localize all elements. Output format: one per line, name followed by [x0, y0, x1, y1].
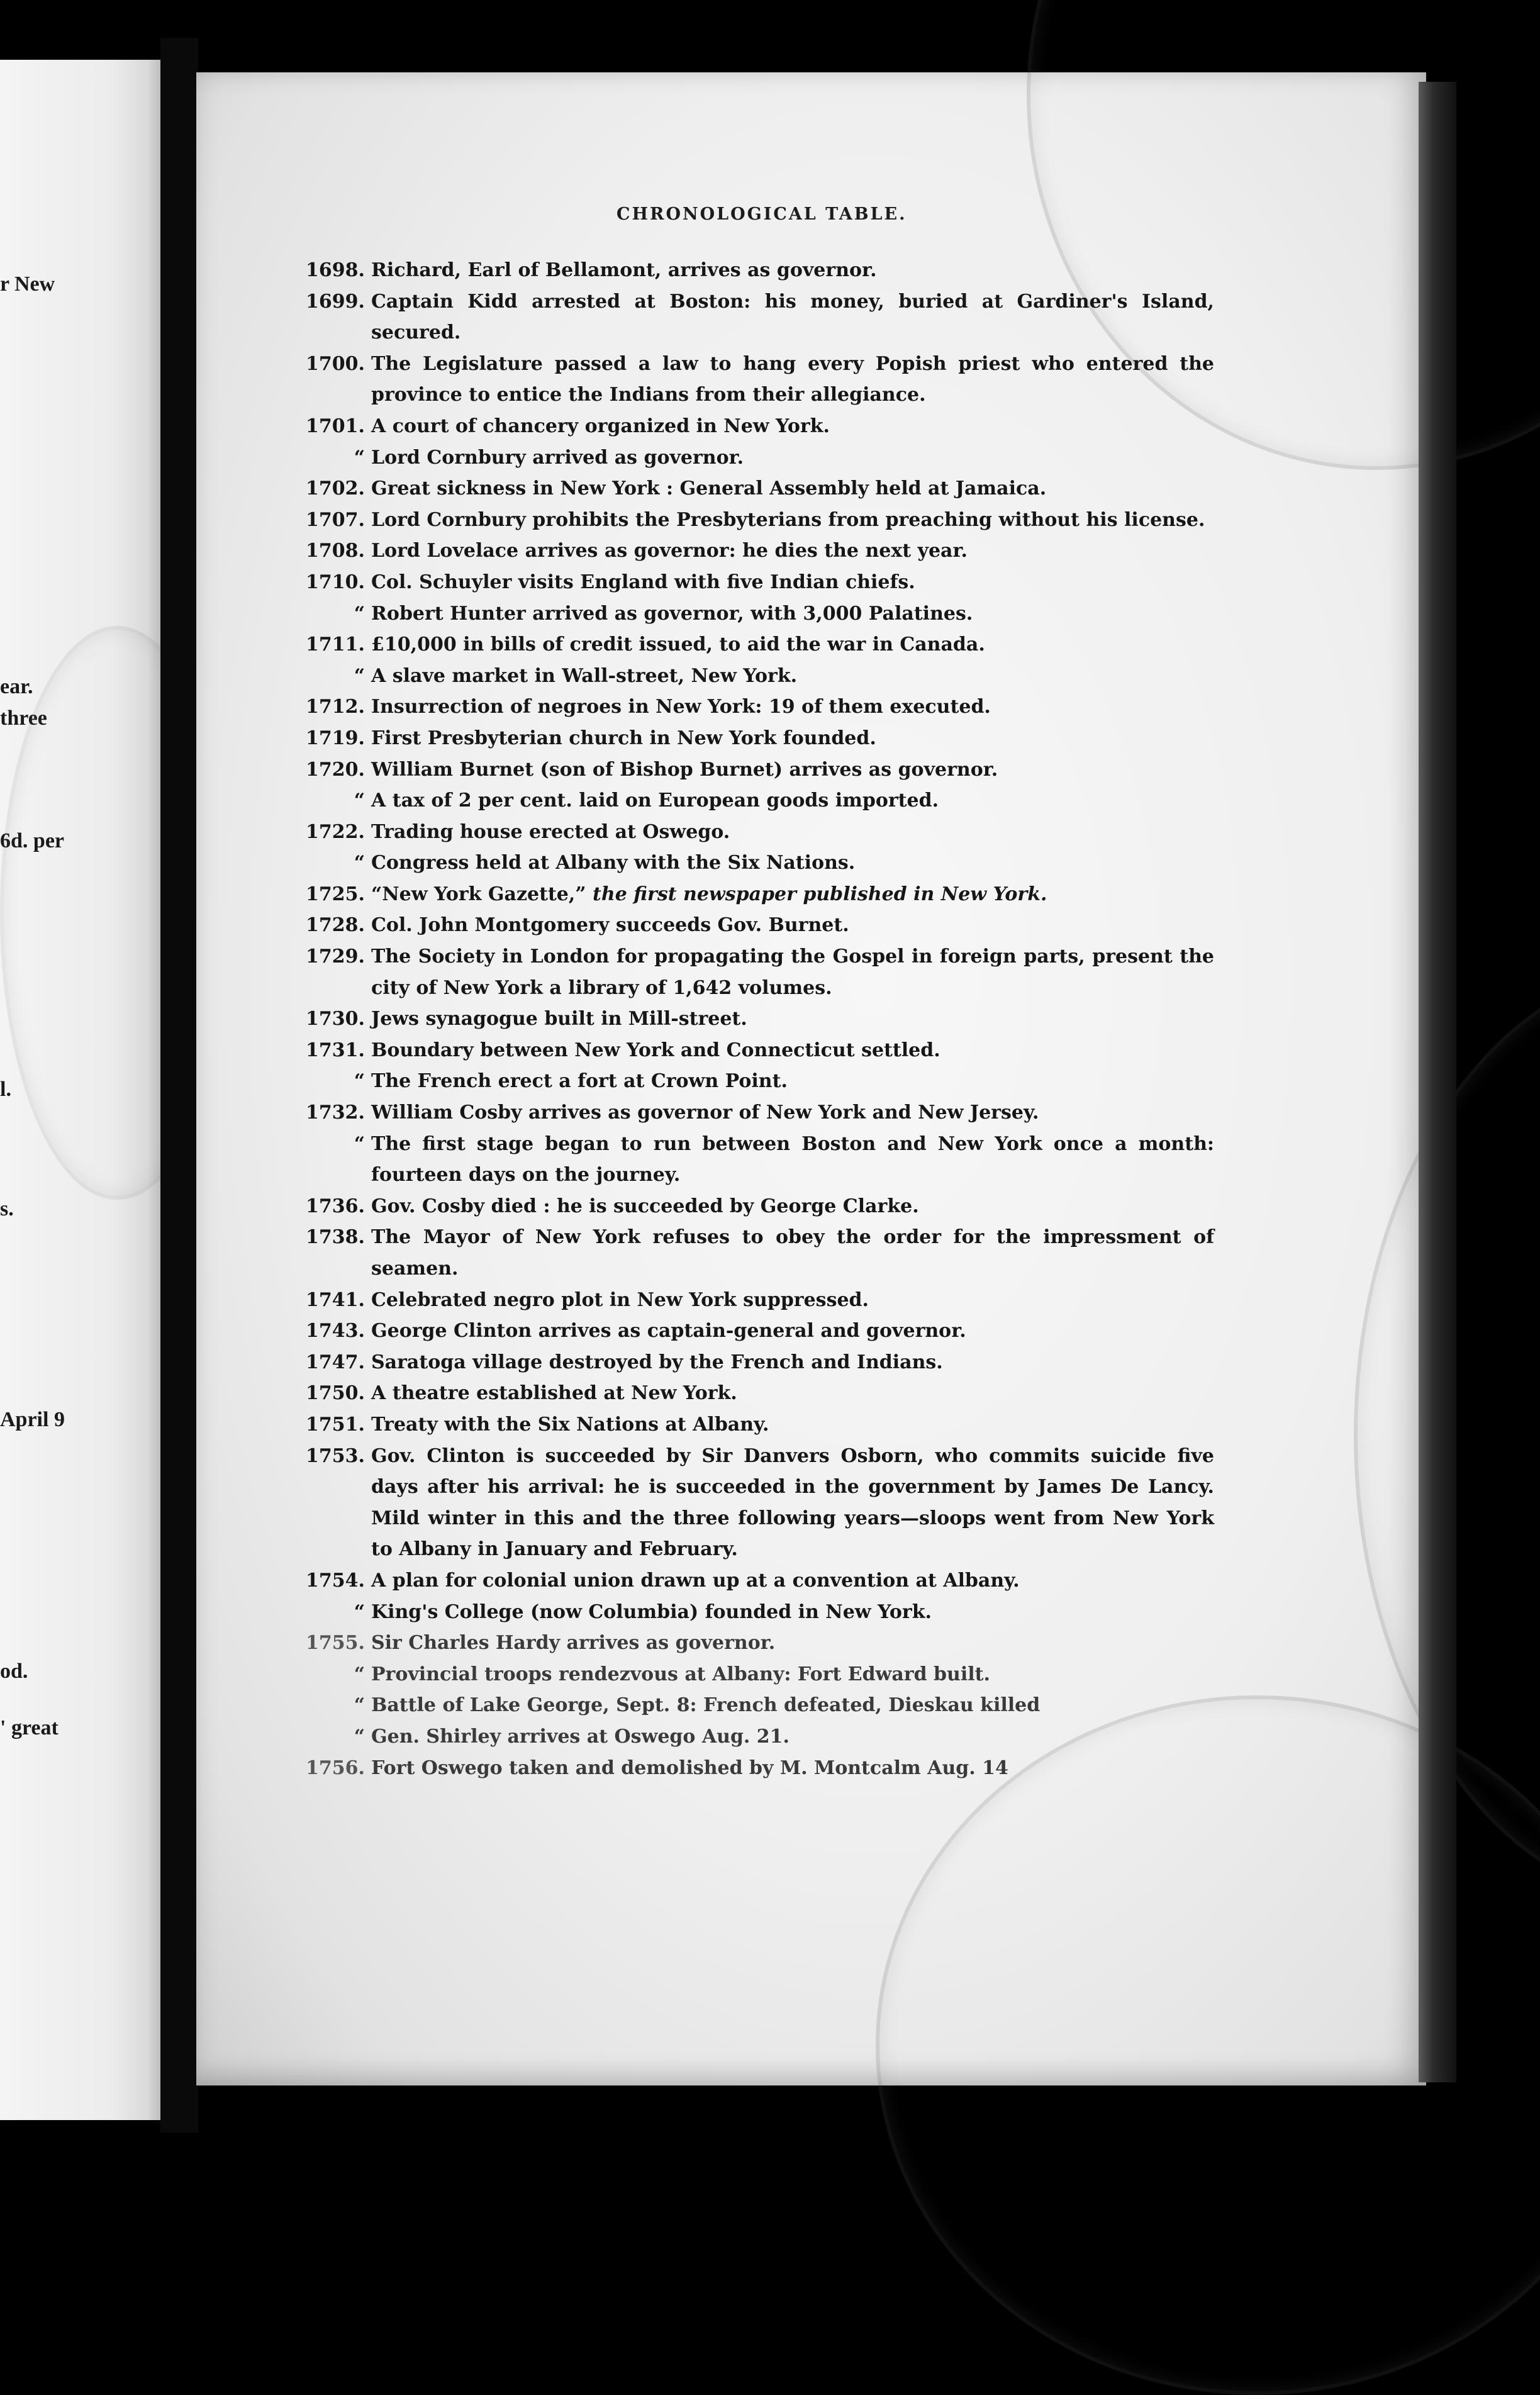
- entry-year-ditto: “: [354, 1070, 365, 1093]
- entry-year: 1730.: [306, 1008, 365, 1030]
- left-page-fragment: April 9: [0, 1408, 65, 1431]
- entry-text: £10,000 in bills of credit issued, to aid the war in Canada.: [371, 634, 985, 656]
- entry-text: The Society in London for propagating the Gospel in foreign parts, present the city of New York a library of 1,642 volumes.: [371, 946, 1214, 999]
- left-page-fragment: r New: [0, 272, 55, 296]
- chronology-entry: [296, 1285, 1214, 1316]
- entry-text: King's College (now Columbia) founded in New York.: [371, 1600, 932, 1623]
- chronology-entry: [296, 1721, 1214, 1753]
- entry-text: Saratoga village destroyed by the French and Indians.: [371, 1351, 943, 1373]
- chronology-entry: [296, 785, 1214, 817]
- chronology-entry: [296, 1222, 1214, 1284]
- entry-text: Fort Oswego taken and demolished by M. Montcalm Aug. 14: [371, 1756, 1008, 1779]
- entry-text: Jews synagogue built in Mill-street.: [371, 1008, 747, 1030]
- left-page-fragment: l.: [0, 1078, 11, 1101]
- book-gutter: [160, 38, 198, 2133]
- entry-text: Congress held at Albany with the Six Nations.: [371, 852, 856, 874]
- chronology-entry: [296, 1597, 1214, 1628]
- entry-text: The Mayor of New York refuses to obey the order for the impressment of seamen.: [371, 1226, 1214, 1280]
- chronology-entry: [296, 598, 1214, 630]
- entry-year: 1712.: [306, 696, 365, 718]
- chronology-entry: [296, 535, 1214, 567]
- chronology-entry: [296, 1441, 1214, 1565]
- entry-text: [371, 879, 1214, 910]
- entry-text: Richard, Earl of Bellamont, arrives as governor.: [371, 259, 877, 281]
- chronology-entry: [296, 1035, 1214, 1066]
- entry-year: 1722.: [306, 820, 365, 843]
- entry-year: 1751.: [306, 1413, 365, 1436]
- entry-text: Robert Hunter arrived as governor, with 3,000 Palatines.: [371, 602, 973, 625]
- chronology-entry: [296, 847, 1214, 879]
- page-edge-shadow: [1419, 82, 1456, 2082]
- entry-year-ditto: “: [354, 1725, 365, 1748]
- entry-text: Insurrection of negroes in New York: 19 of them executed.: [371, 696, 991, 718]
- left-page-fragment: od.: [0, 1660, 28, 1683]
- entry-year: 1754.: [306, 1569, 365, 1592]
- chronology-entry: [296, 411, 1214, 442]
- chronology-entry: [296, 723, 1214, 754]
- entry-year-ditto: “: [354, 790, 365, 812]
- entry-text: The first stage began to run between Boston and New York once a month: fourteen days on the journey.: [371, 1132, 1214, 1186]
- chronology-entry: [296, 1066, 1214, 1097]
- entry-text: A plan for colonial union drawn up at a convention at Albany.: [371, 1569, 1020, 1592]
- entry-text: Treaty with the Six Nations at Albany.: [371, 1413, 769, 1436]
- chronology-entry: [296, 941, 1214, 1003]
- chronology-entry: [296, 1129, 1214, 1191]
- entry-text: A court of chancery organized in New York.: [371, 415, 830, 437]
- entry-year: 1700.: [306, 352, 365, 375]
- chronology-entry: [296, 879, 1214, 910]
- entry-text: Provincial troops rendezvous at Albany: Fort Edward built.: [371, 1663, 990, 1685]
- chronology-entry: [296, 567, 1214, 598]
- entry-text: Boundary between New York and Connecticut settled.: [371, 1039, 940, 1061]
- left-page-fragment: three: [0, 706, 47, 730]
- entry-year: 1738.: [306, 1226, 365, 1249]
- entry-text: Gen. Shirley arrives at Oswego Aug. 21.: [371, 1725, 790, 1748]
- entry-year: 1736.: [306, 1195, 365, 1217]
- entry-text: A slave market in Wall-street, New York.: [371, 664, 798, 687]
- chronology-entry: [296, 1315, 1214, 1347]
- entry-year: 1720.: [306, 758, 365, 781]
- chronology-entry: [296, 1753, 1214, 1784]
- entry-year-ditto: “: [354, 852, 365, 874]
- entry-year-ditto: “: [354, 664, 365, 687]
- entry-text: A tax of 2 per cent. laid on European goods imported.: [371, 790, 939, 812]
- left-page-fragment: s.: [0, 1197, 14, 1220]
- chronology-entry: [296, 1565, 1214, 1597]
- left-page-strip: [0, 60, 160, 2120]
- chronology-entry: [296, 1191, 1214, 1222]
- entry-text: Lord Cornbury arrived as governor.: [371, 446, 744, 469]
- left-page-fragment: ear.: [0, 675, 33, 698]
- entry-year: 1756.: [306, 1756, 365, 1779]
- chronology-entry: [296, 255, 1214, 286]
- entry-year: 1728.: [306, 914, 365, 937]
- chronology-entry: [296, 661, 1214, 692]
- entry-text: William Burnet (son of Bishop Burnet) arrives as governor.: [371, 758, 998, 781]
- chronology-entry: [296, 1659, 1214, 1690]
- chronology-entry: [296, 1378, 1214, 1409]
- entry-year: 1711.: [306, 634, 365, 656]
- entry-text: Captain Kidd arrested at Boston: his money, buried at Gardiner's Island, secured.: [371, 290, 1214, 344]
- chronology-entry: [296, 473, 1214, 505]
- chronology-entry: [296, 286, 1214, 349]
- entry-year-ditto: “: [354, 1132, 365, 1155]
- chronology-entry: [296, 629, 1214, 661]
- entry-year: 1710.: [306, 571, 365, 593]
- entry-text: The Legislature passed a law to hang every Popish priest who entered the province to entice the Indians from their allegiance.: [371, 352, 1214, 406]
- entry-text: Sir Charles Hardy arrives as governor.: [371, 1632, 776, 1655]
- entry-year: 1743.: [306, 1320, 365, 1343]
- entry-text: George Clinton arrives as captain-general and governor.: [371, 1320, 966, 1343]
- entry-year: 1725.: [306, 883, 365, 905]
- entry-year-ditto: “: [354, 446, 365, 469]
- entry-year: 1750.: [306, 1382, 365, 1405]
- entry-year: 1747.: [306, 1351, 365, 1373]
- entry-year-ditto: “: [354, 1694, 365, 1717]
- left-page-fragment: 6d. per: [0, 829, 64, 852]
- entry-text: Lord Lovelace arrives as governor: he dies the next year.: [371, 540, 968, 562]
- chronology-entry: [296, 1097, 1214, 1129]
- entry-text: The French erect a fort at Crown Point.: [371, 1070, 788, 1093]
- entry-text: First Presbyterian church in New York founded.: [371, 727, 876, 749]
- entry-year: 1755.: [306, 1632, 365, 1655]
- left-page-fragment: ' great: [0, 1716, 59, 1739]
- chronology-entry: [296, 691, 1214, 723]
- entry-year: 1707.: [306, 508, 365, 531]
- entry-year: 1719.: [306, 727, 365, 749]
- entry-text-italic: the first newspaper published in New York.: [586, 883, 1047, 905]
- entry-year: 1698.: [306, 259, 365, 281]
- entry-year-ditto: “: [354, 1600, 365, 1623]
- chronology-entry: [296, 754, 1214, 786]
- entry-text: Col. John Montgomery succeeds Gov. Burnet.: [371, 914, 849, 937]
- entry-year: 1701.: [306, 415, 365, 437]
- entry-text: Trading house erected at Oswego.: [371, 820, 730, 843]
- entry-year: 1753.: [306, 1444, 365, 1467]
- entry-year: 1731.: [306, 1039, 365, 1061]
- chronology-entry: [296, 505, 1214, 536]
- entry-text: Gov. Cosby died : he is succeeded by George Clarke.: [371, 1195, 919, 1217]
- chronology-entry: [296, 910, 1214, 941]
- entry-text: Celebrated negro plot in New York suppressed.: [371, 1288, 869, 1311]
- entry-year: 1699.: [306, 290, 365, 313]
- entry-text: Lord Cornbury prohibits the Presbyterians from preaching without his license.: [371, 508, 1205, 531]
- entry-text-roman: “New York Gazette,”: [371, 883, 586, 905]
- entry-year-ditto: “: [354, 1663, 365, 1685]
- entry-year: 1732.: [306, 1102, 365, 1124]
- chronology-entry: [296, 1003, 1214, 1035]
- entry-text: Col. Schuyler visits England with five Indian chiefs.: [371, 571, 915, 593]
- entry-text: A theatre established at New York.: [371, 1382, 737, 1405]
- chronology-entry: [296, 442, 1214, 474]
- chronology-entry: [296, 1690, 1214, 1721]
- entry-year-ditto: “: [354, 602, 365, 625]
- chronology-entry: [296, 817, 1214, 848]
- entry-year: 1708.: [306, 540, 365, 562]
- chronology-entry: [296, 1347, 1214, 1378]
- chronology-entry: [296, 1409, 1214, 1441]
- entry-year: 1702.: [306, 477, 365, 500]
- chronology-entry: [296, 349, 1214, 411]
- chronology-entry: [296, 1627, 1214, 1659]
- chronology-list: [296, 255, 1214, 1784]
- entry-text: Great sickness in New York : General Assembly held at Jamaica.: [371, 477, 1047, 500]
- entry-text: Battle of Lake George, Sept. 8: French defeated, Dieskau killed: [371, 1694, 1041, 1717]
- entry-year: 1741.: [306, 1288, 365, 1311]
- entry-text: William Cosby arrives as governor of New York and New Jersey.: [371, 1102, 1039, 1124]
- page-title: CHRONOLOGICAL TABLE.: [617, 204, 907, 224]
- entry-text: Gov. Clinton is succeeded by Sir Danvers Osborn, who commits suicide five days after his arrival: he is succeeded in the government by James De Lancy. Mild winter in this and the three following years—sloops went from New York to Albany in January and February.: [371, 1444, 1214, 1561]
- entry-year: 1729.: [306, 946, 365, 968]
